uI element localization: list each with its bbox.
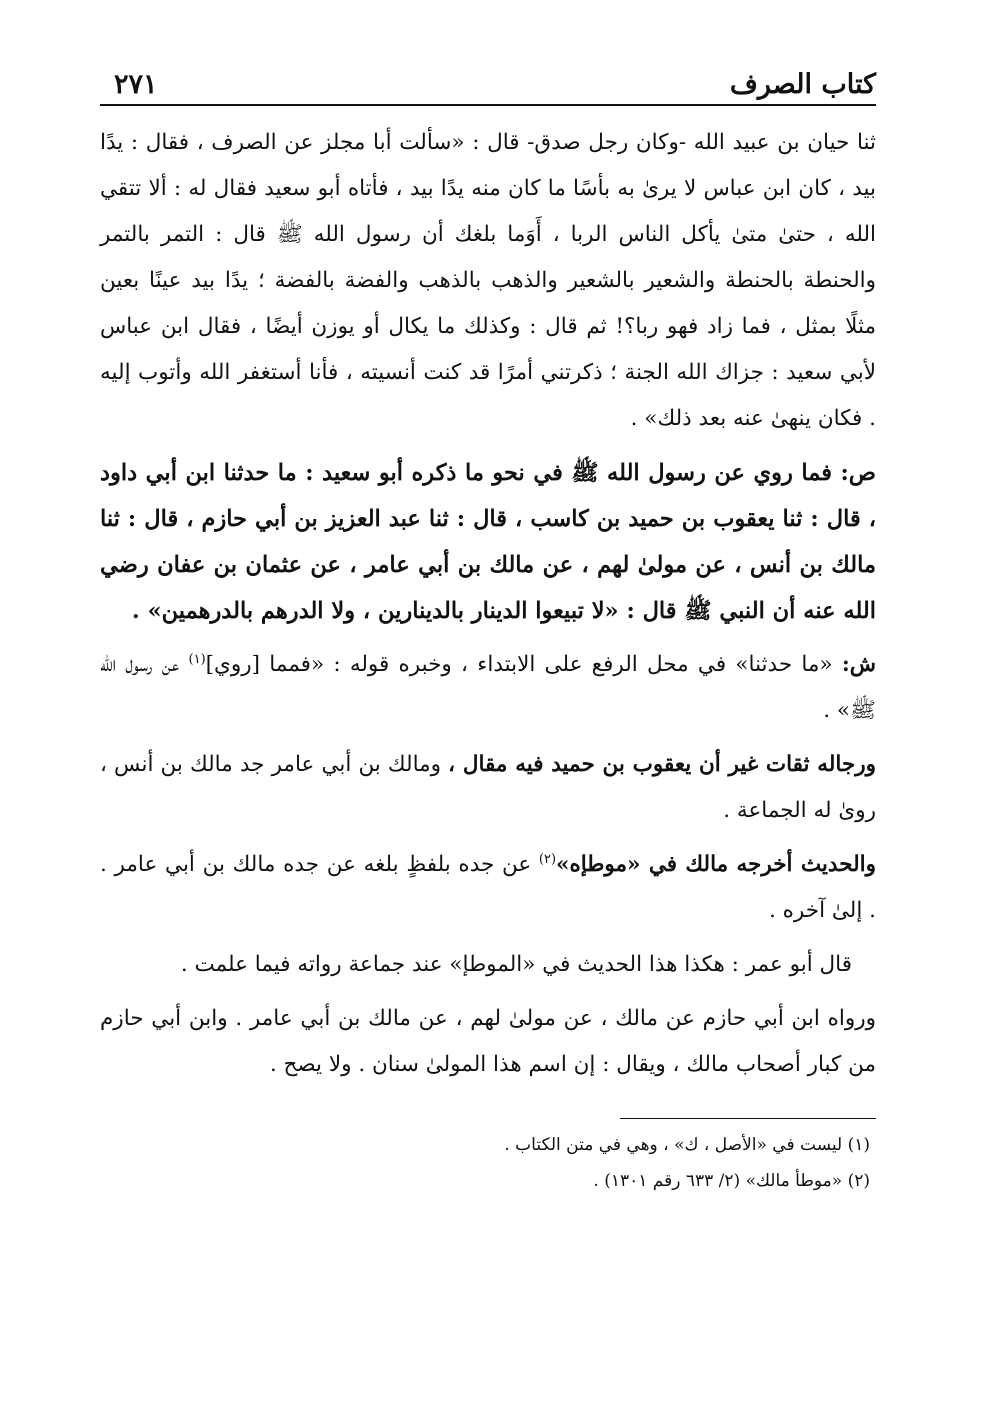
paragraph-7: ورواه ابن أبي حازم عن مالك ، عن مولىٰ لهم ، عن مالك بن أبي عامر . وابن أبي حازم من كبار أصحاب مالك ، ويقال : إن اسم هذا المولىٰ سنان . ولا يصح . xyxy=(100,1006,876,1077)
footnote-1: (١) ليست في «الأصل ، ك» ، وهي في متن الكتاب . xyxy=(504,1135,870,1155)
paragraph-6: قال أبو عمر : هكذا هذا الحديث في «الموطإ» عند جماعة رواته فيما علمت . xyxy=(180,952,852,977)
footnote-separator xyxy=(620,1118,876,1119)
paragraph-4-bold: ورجاله ثقات غير أن يعقوب بن حميد فيه مقال ، xyxy=(448,752,876,777)
paragraph-5 xyxy=(100,842,876,934)
footnote-2: (٢) «موطأ مالك» (٢/ ٦٣٣ رقم ١٣٠١) . xyxy=(593,1171,870,1191)
footnote-ref-1: (١) xyxy=(188,651,206,667)
paragraph-3-text-b: عن رسول الله ﷺ» . xyxy=(100,652,876,723)
paragraph-3-sharh xyxy=(100,642,876,734)
paragraph-3-text-a: «ما حدثنا» في محل الرفع على الابتداء ، وخبره قوله : «فمما [روي] xyxy=(205,652,842,677)
paragraph-4 xyxy=(100,742,876,834)
sharh-marker: ش: xyxy=(841,652,876,677)
main-text xyxy=(100,120,876,1088)
chapter-title: كتاب الصرف xyxy=(729,69,876,100)
footnote-ref-2: (٢) xyxy=(538,851,557,867)
paragraph-1: ثنا حيان بن عبيد الله -وكان رجل صدق- قال : «سألت أبا مجلز عن الصرف ، فقال : يدًا بيد ، كان ابن عباس لا يرىٰ به بأسًا ما كان منه يدًا بيد ، فأتاه أبو سعيد فقال له : ألا تتقي الله ، حتىٰ متىٰ يأكل الناس الربا ، أَوَما بلغك أن رسول الله ﷺ قال : التمر بالتمر والحنطة بالحنطة والشعير بالشعير والذهب بالذهب والفضة بالفضة ؛ يدًا بيد عينًا بعين مثلًا بمثل ، فما زاد فهو ربا؟! ثم قال : وكذلك ما يكال أو يوزن أيضًا ، فقال ابن عباس لأبي سعيد : جزاك الله الجنة ؛ ذكرتني أمرًا قد كنت أنسيته ، فأنا أستغفر الله وأتوب إليه . فكان ينهىٰ عنه بعد ذلك» . xyxy=(100,130,876,431)
footnotes xyxy=(100,1127,876,1199)
paragraph-5-text: عن جده بلفظٍ بلغه عن جده مالك بن أبي عامر . . إلىٰ آخره . xyxy=(100,852,876,923)
book-page xyxy=(100,60,876,1199)
paragraph-4-text: ومالك بن أبي عامر جد مالك بن أنس ، روىٰ له الجماعة . xyxy=(100,752,876,823)
paragraph-2-matn: ص: فما روي عن رسول الله ﷺ في نحو ما ذكره أبو سعيد : ما حدثنا ابن أبي داود ، قال : ثنا يعقوب بن حميد بن كاسب ، قال : ثنا عبد العزيز بن أبي حازم ، قال : ثنا مالك بن أنس ، عن مولىٰ لهم ، عن مالك بن أبي عامر ، عن عثمان بن عفان رضي الله عنه أن النبي ﷺ قال : «لا تبيعوا الدينار بالدينارين ، ولا الدرهم بالدرهمين» . xyxy=(100,460,876,624)
page-number: ٢٧١ xyxy=(114,69,158,100)
running-head xyxy=(100,60,876,106)
paragraph-5-bold: والحديث أخرجه مالك في «موطإه» xyxy=(556,852,876,877)
